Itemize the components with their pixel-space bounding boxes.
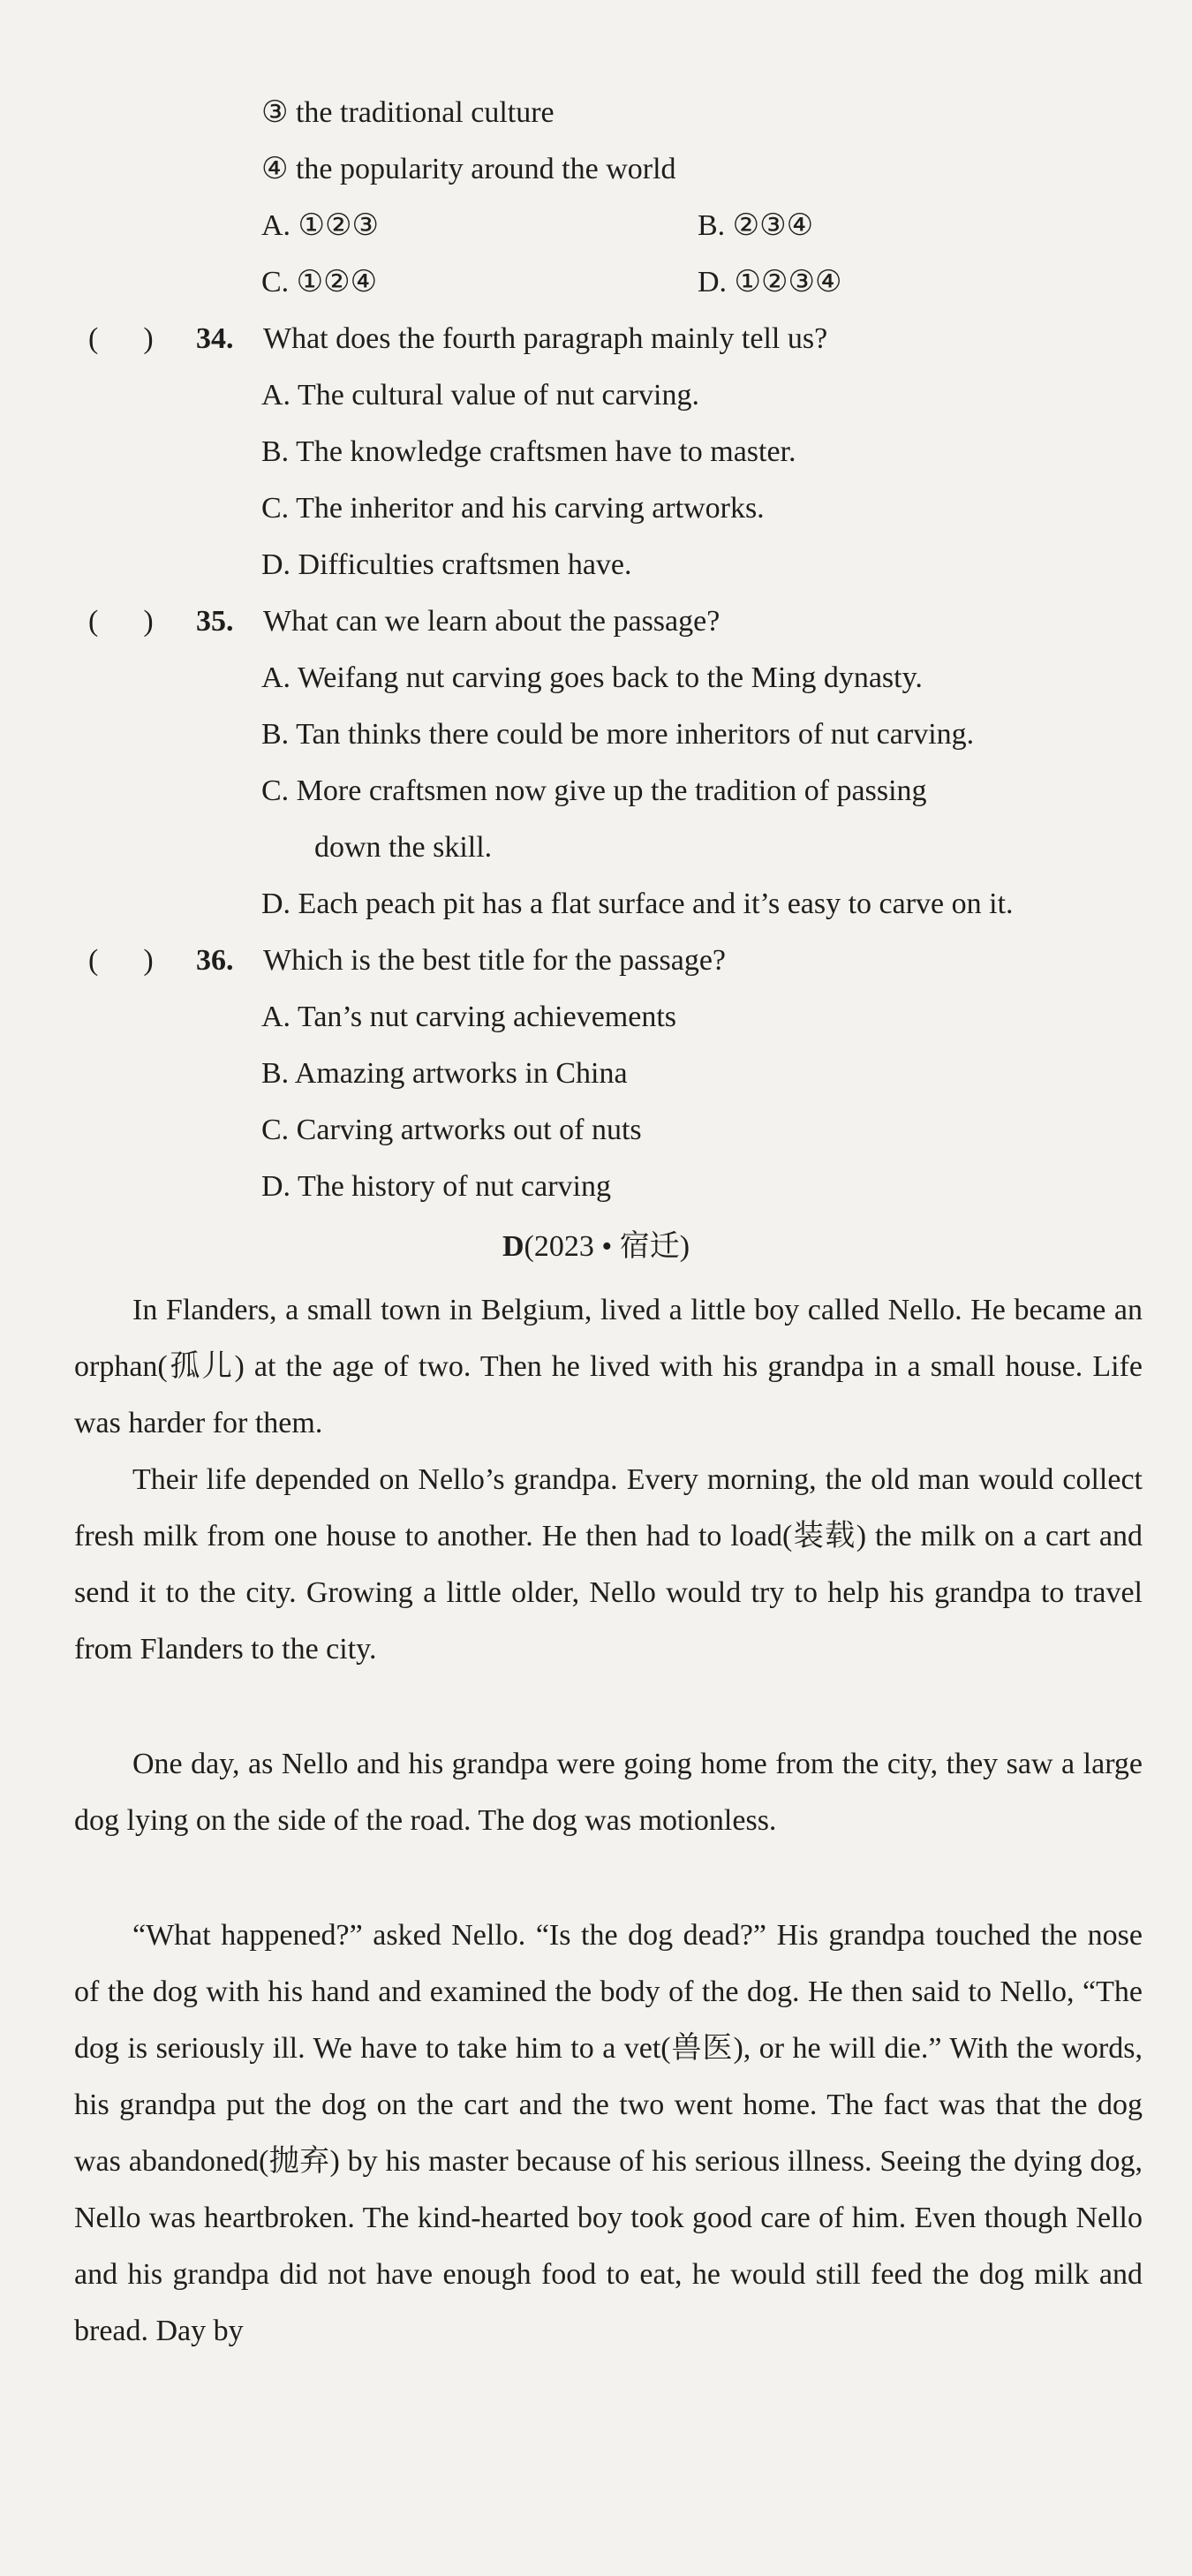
q36-option-d: D. The history of nut carving (261, 1170, 611, 1203)
q36-option-c: C. Carving artworks out of nuts (261, 1114, 642, 1146)
q36-option-a: A. Tan’s nut carving achievements (261, 1001, 677, 1033)
q35-option-d: D. Each peach pit has a flat surface and it’s easy to carve on it. (261, 888, 1014, 920)
q35-stem: What can we learn about the passage? (263, 605, 720, 638)
passage-paragraph-1: In Flanders, a small town in Belgium, lived a little boy called Nello. He became an orphan(孤儿) at the age of two. Then he lived with his grandpa in a small house. Life was harder for them. (74, 1294, 1143, 1439)
q35-option-a: A. Weifang nut carving goes back to the Ming dynasty. (261, 661, 923, 694)
q33-choice-b: B. ②③④ (698, 209, 814, 242)
passage-paragraph-3: One day, as Nello and his grandpa were going home from the city, they saw a large dog lying on the side of the road. The dog was motionless. (74, 1748, 1143, 1837)
q35-number: 35. (196, 605, 234, 638)
q34-option-b: B. The knowledge craftsmen have to master. (261, 435, 796, 468)
section-heading (0, 1229, 1192, 1265)
q34-option-c: C. The inheritor and his carving artworks. (261, 492, 765, 525)
q33-choice-c: C. ①②④ (261, 266, 378, 298)
passage-paragraph-2: Their life depended on Nello’s grandpa. Every morning, the old man would collect fresh milk from one house to another. He then had to load(装载) the milk on a cart and send it to the city. Growing a little older, Nello would try to help his grandpa to travel from Flanders to the city. (74, 1463, 1143, 1666)
q34-option-a: A. The cultural value of nut carving. (261, 379, 699, 412)
q33-choice-d: D. ①②③④ (698, 266, 842, 298)
q34-answer-bracket[interactable]: ( ) (88, 322, 154, 355)
passage-paragraph-4: “What happened?” asked Nello. “Is the dog dead?” His grandpa touched the nose of the dog with his hand and examined the body of the dog. He then said to Nello, “The dog is seriously ill. We have to take him to a vet(兽医), or he will die.” With the words, his grandpa put the dog on the cart and the two went home. The fact was that the dog was abandoned(抛弃) by his master because of his serious illness. Seeing the dying dog, Nello was heartbroken. The kind-hearted boy took good care of him. Even though Nello and his grandpa did not have enough food to eat, he would still feed the dog milk and bread. Day by (74, 1919, 1143, 2347)
q36-stem: Which is the best title for the passage? (263, 944, 726, 977)
q35-option-c-continued: down the skill. (314, 831, 493, 864)
q36-number: 36. (196, 944, 234, 977)
q33-option-3: ③ the traditional culture (261, 96, 555, 129)
q34-number: 34. (196, 322, 234, 355)
q34-stem: What does the fourth paragraph mainly tell us? (263, 322, 828, 355)
q36-answer-bracket[interactable]: ( ) (88, 944, 154, 977)
q35-answer-bracket[interactable]: ( ) (88, 605, 154, 638)
q34-option-d: D. Difficulties craftsmen have. (261, 548, 632, 581)
section-letter: D (502, 1230, 524, 1263)
q35-option-b: B. Tan thinks there could be more inheritors of nut carving. (261, 718, 975, 751)
q36-option-b: B. Amazing artworks in China (261, 1057, 628, 1090)
q35-option-c: C. More craftsmen now give up the tradition of passing (261, 774, 927, 807)
q33-option-4: ④ the popularity around the world (261, 153, 676, 185)
section-source: (2023 • 宿迁) (524, 1230, 690, 1263)
q33-choice-a: A. ①②③ (261, 209, 379, 242)
